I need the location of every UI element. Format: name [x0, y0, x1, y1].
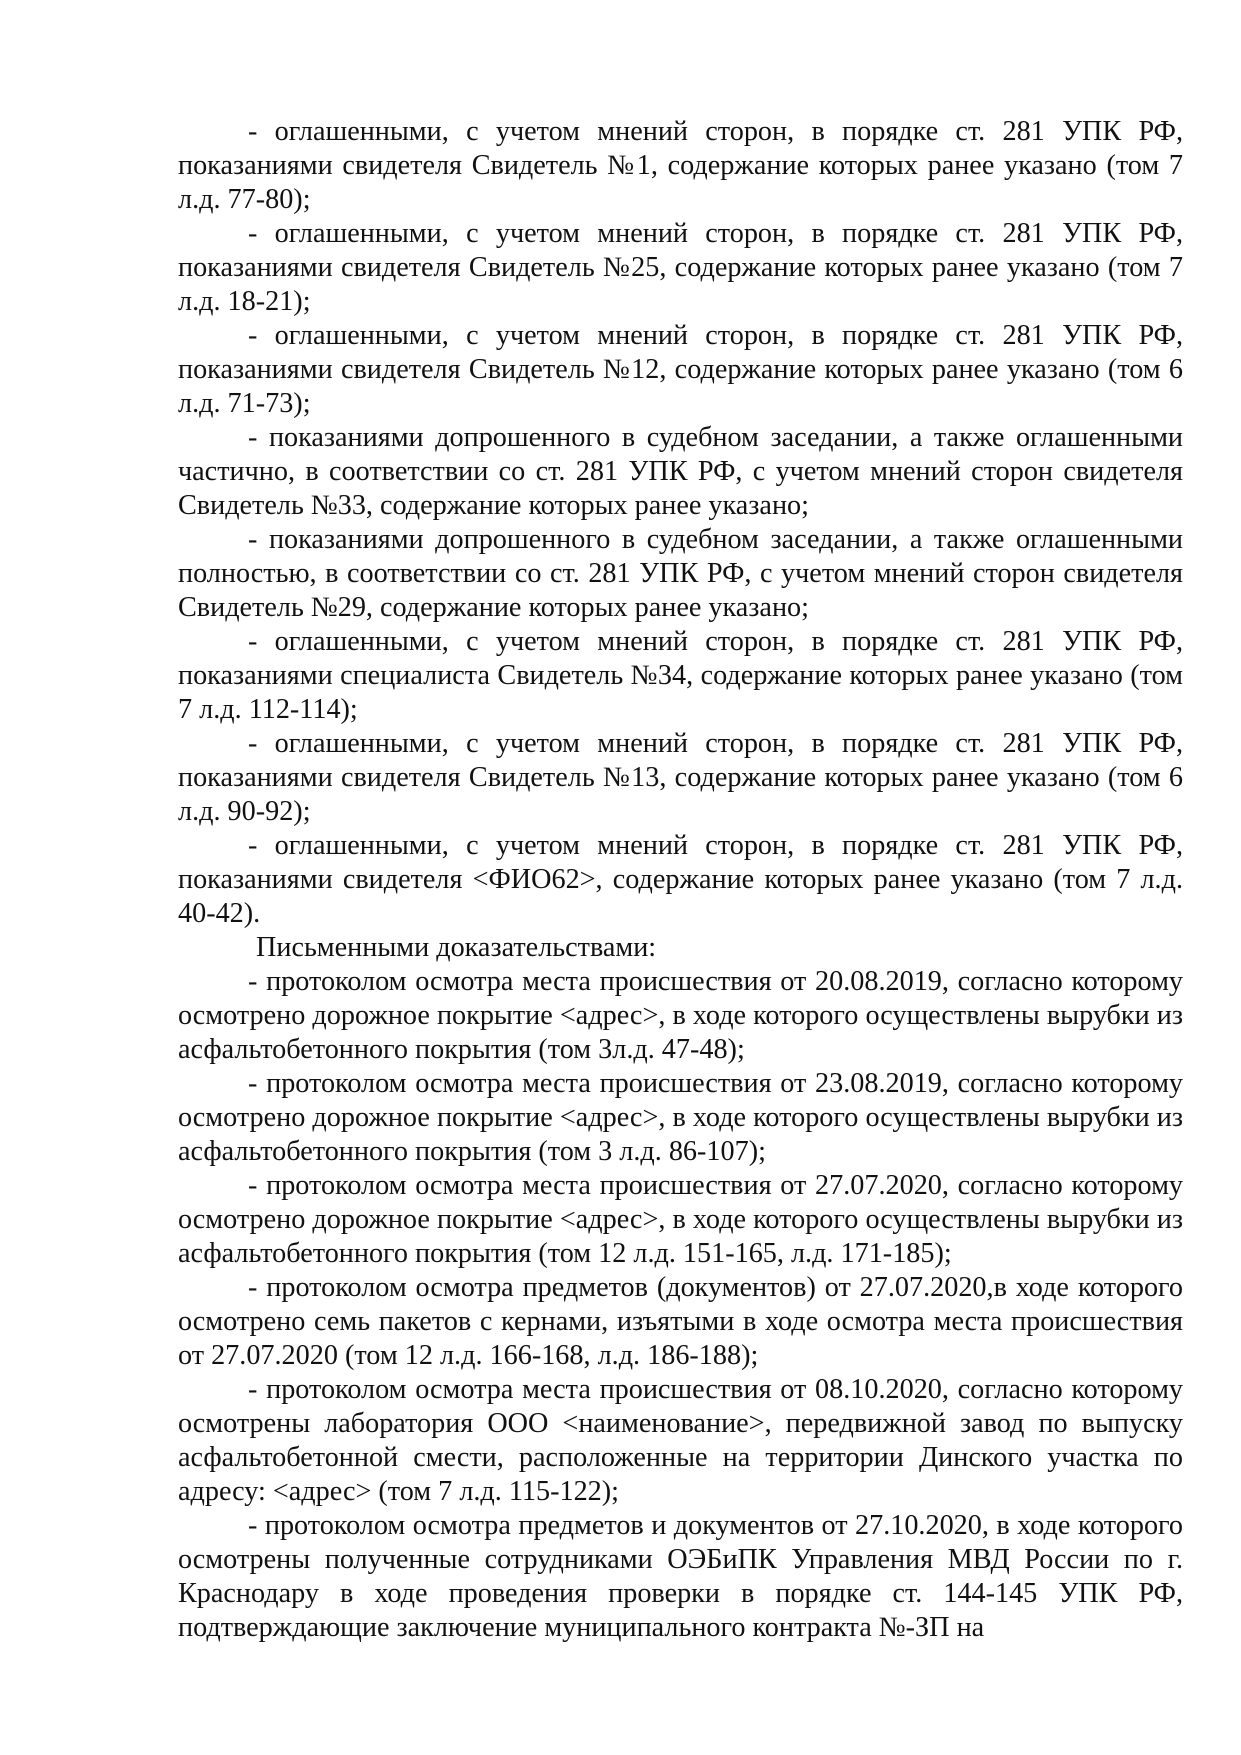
paragraph-witness-13: - оглашенными, с учетом мнений сторон, в порядке ст. 281 УПК РФ, показаниями свидетеля Свидетель №13, содержание которых ранее указано (том 6 л.д. 90-92); [178, 728, 1183, 827]
paragraph-protocol-27-07-2020: - протоколом осмотра места происшествия от 27.07.2020, согласно которому осмотрено дорожное покрытие <адрес>, в ходе которого осуществлены вырубки из асфальтобетонного покрытия (том 12 л.д. 151-165, л.д. 171-185); [178, 1170, 1183, 1269]
paragraph-protocol-27-10-2020: - протоколом осмотра предметов и документов от 27.10.2020, в ходе которого осмотрены полученные сотрудниками ОЭБиПК Управления МВД России по г. Краснодару в ходе проведения проверки в порядке ст. 144-145 УПК РФ, подтверждающие заключение муниципального контракта №-ЗП на [178, 1510, 1183, 1643]
document-page [178, 115, 1183, 1645]
paragraph-protocol-08-10-2020: - протоколом осмотра места происшествия от 08.10.2020, согласно которому осмотрены лаборатория ООО <наименование>, передвижной завод по выпуску асфальтобетонной смести, расположенные на территории Динского участка по адресу: <адрес> (том 7 л.д. 115-122); [178, 1374, 1183, 1507]
section-heading: Письменными доказательствами: [256, 932, 657, 963]
paragraph-protocol-23-08-2019: - протоколом осмотра места происшествия от 23.08.2019, согласно которому осмотрено дорожное покрытие <адрес>, в ходе которого осуществлены вырубки из асфальтобетонного покрытия (том 3 л.д. 86-107); [178, 1068, 1183, 1167]
paragraph-protocol-20-08-2019: - протоколом осмотра места происшествия от 20.08.2019, согласно которому осмотрено дорожное покрытие <адрес>, в ходе которого осуществлены вырубки из асфальтобетонного покрытия (том 3л.д. 47-48); [178, 966, 1183, 1065]
paragraph-specialist-34: - оглашенными, с учетом мнений сторон, в порядке ст. 281 УПК РФ, показаниями специалиста Свидетель №34, содержание которых ранее указано (том 7 л.д. 112-114); [178, 626, 1183, 725]
paragraph-witness-1: - оглашенными, с учетом мнений сторон, в порядке ст. 281 УПК РФ, показаниями свидетеля Свидетель №1, содержание которых ранее указано (том 7 л.д. 77-80); [178, 116, 1183, 215]
paragraph-witness-12: - оглашенными, с учетом мнений сторон, в порядке ст. 281 УПК РФ, показаниями свидетеля Свидетель №12, содержание которых ранее указано (том 6 л.д. 71-73); [178, 320, 1183, 419]
paragraph-protocol-items-27-07-2020: - протоколом осмотра предметов (документов) от 27.07.2020,в ходе которого осмотрено семь пакетов с кернами, изъятыми в ходе осмотра места происшествия от 27.07.2020 (том 12 л.д. 166-168, л.д. 186-188); [178, 1272, 1183, 1371]
paragraph-witness-29: - показаниями допрошенного в судебном заседании, а также оглашенными полностью, в соответствии со ст. 281 УПК РФ, с учетом мнений сторон свидетеля Свидетель №29, содержание которых ранее указано; [178, 524, 1183, 623]
paragraph-witness-fio62: - оглашенными, с учетом мнений сторон, в порядке ст. 281 УПК РФ, показаниями свидетеля <ФИО62>, содержание которых ранее указано (том 7 л.д. 40-42). [178, 830, 1183, 929]
paragraph-witness-25: - оглашенными, с учетом мнений сторон, в порядке ст. 281 УПК РФ, показаниями свидетеля Свидетель №25, содержание которых ранее указано (том 7 л.д. 18-21); [178, 218, 1183, 317]
paragraph-witness-33: - показаниями допрошенного в судебном заседании, а также оглашенными частично, в соответствии со ст. 281 УПК РФ, с учетом мнений сторон свидетеля Свидетель №33, содержание которых ранее указано; [178, 422, 1183, 521]
